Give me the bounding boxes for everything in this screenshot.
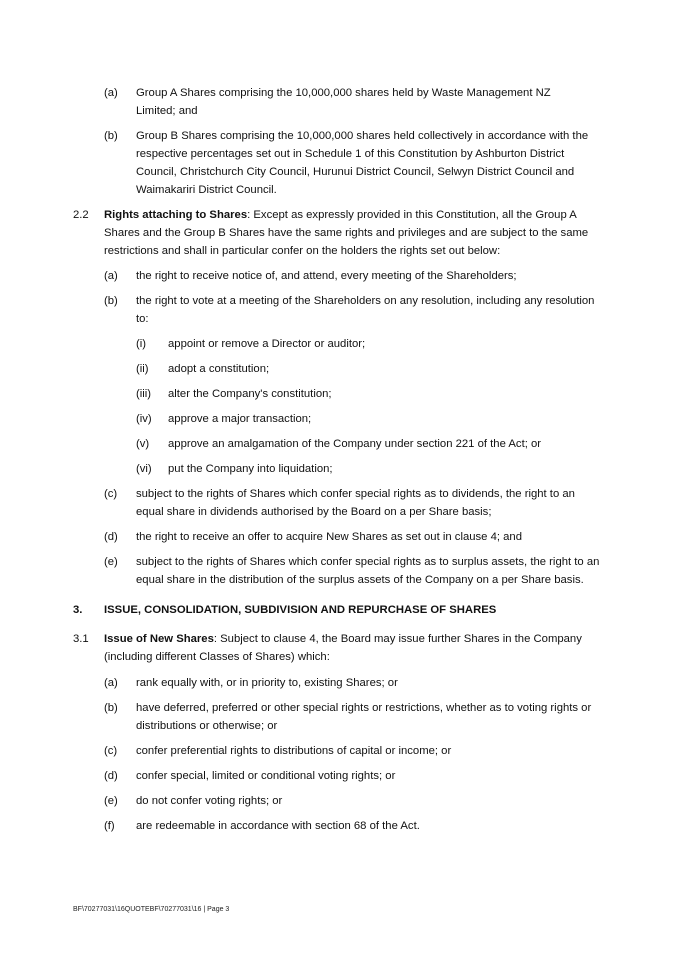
clause-text: : Except as expressly provided in this Constitution, all the Group A xyxy=(247,209,577,221)
clause-first-line xyxy=(104,206,577,225)
item-text-line: the right to receive an offer to acquire New Shares as set out in clause 4; and xyxy=(136,531,522,543)
item-text-line: subject to the rights of Shares which confer special rights as to dividends, the right to an xyxy=(136,488,575,500)
item-text-line: Group B Shares comprising the 10,000,000 shares held collectively in accordance with the xyxy=(136,130,589,142)
subitem-text: put the Company into liquidation; xyxy=(168,463,333,475)
item-text-line: are redeemable in accordance with section 68 of the Act. xyxy=(136,820,420,832)
item-text-line: Group A Shares comprising the 10,000,000 shares held by Waste Management NZ xyxy=(136,87,551,99)
item-label: (c) xyxy=(104,488,118,500)
item-text-line: to: xyxy=(136,313,149,325)
item-label: (d) xyxy=(104,770,118,782)
item-text-line: the right to vote at a meeting of the Shareholders on any resolution, including any resolution xyxy=(136,295,595,307)
item-text-line: equal share in dividends authorised by the Board on a per Share basis; xyxy=(136,506,492,518)
subitem-label: (i) xyxy=(136,338,147,350)
clause-number: 2.2 xyxy=(73,209,89,221)
clause-first-line xyxy=(104,630,582,649)
item-label: (b) xyxy=(104,295,118,307)
item-label: (a) xyxy=(104,677,118,689)
section-number: 3. xyxy=(73,604,83,616)
subitem-label: (v) xyxy=(136,438,150,450)
item-text-line: equal share in the distribution of the surplus assets of the Company on a per Share basis. xyxy=(136,574,584,586)
subitem-label: (vi) xyxy=(136,463,152,475)
item-label: (e) xyxy=(104,795,118,807)
item-text-line: Council, Christchurch City Council, Hurunui District Council, Selwyn District Council and xyxy=(136,166,575,178)
item-text-line: do not confer voting rights; or xyxy=(136,795,283,807)
item-label: (b) xyxy=(104,702,118,714)
item-text-line: Waimakariri District Council. xyxy=(136,184,277,196)
subitem-label: (iv) xyxy=(136,413,152,425)
item-text-line: confer special, limited or conditional voting rights; or xyxy=(136,770,396,782)
item-text-line: confer preferential rights to distributions of capital or income; or xyxy=(136,745,452,757)
item-text-line: have deferred, preferred or other special rights or restrictions, whether as to voting rights or xyxy=(136,702,592,714)
clause-text: : Subject to clause 4, the Board may issue further Shares in the Company xyxy=(213,633,582,645)
subitem-text: approve an amalgamation of the Company under section 221 of the Act; or xyxy=(168,438,542,450)
subitem-label: (iii) xyxy=(136,388,152,400)
clause-text-line: Shares and the Group B Shares have the same rights and privileges and are subject to the same xyxy=(104,227,589,239)
item-text-line: Limited; and xyxy=(136,105,198,117)
subitem-text: appoint or remove a Director or auditor; xyxy=(168,338,366,350)
item-label: (c) xyxy=(104,745,118,757)
clause-text-line: (including different Classes of Shares) which: xyxy=(104,651,330,663)
page-footer: BF\70277031\16QUOTEBF\70277031\16 | Page 3 xyxy=(73,906,230,913)
item-label: (a) xyxy=(104,270,118,282)
clause-text-line: restrictions and shall in particular confer on the holders the rights set out below: xyxy=(104,245,501,257)
item-text-line: respective percentages set out in Schedule 1 of this Constitution by Ashburton District xyxy=(136,148,565,160)
item-text-line: the right to receive notice of, and attend, every meeting of the Shareholders; xyxy=(136,270,517,282)
item-label: (f) xyxy=(104,820,115,832)
item-label: (a) xyxy=(104,87,118,99)
item-text-line: rank equally with, or in priority to, existing Shares; or xyxy=(136,677,398,689)
subitem-label: (ii) xyxy=(136,363,149,375)
item-text-line: distributions or otherwise; or xyxy=(136,720,278,732)
clause-heading: Rights attaching to Shares xyxy=(104,209,248,221)
subitem-text: approve a major transaction; xyxy=(168,413,312,425)
item-text-line: subject to the rights of Shares which confer special rights as to surplus assets, the right to an xyxy=(136,556,600,568)
subitem-text: alter the Company's constitution; xyxy=(168,388,332,400)
item-label: (b) xyxy=(104,130,118,142)
subitem-text: adopt a constitution; xyxy=(168,363,270,375)
section-heading: ISSUE, CONSOLIDATION, SUBDIVISION AND REPURCHASE OF SHARES xyxy=(104,604,497,616)
clause-number: 3.1 xyxy=(73,633,89,645)
clause-heading: Issue of New Shares xyxy=(104,633,214,645)
item-label: (e) xyxy=(104,556,118,568)
item-label: (d) xyxy=(104,531,118,543)
